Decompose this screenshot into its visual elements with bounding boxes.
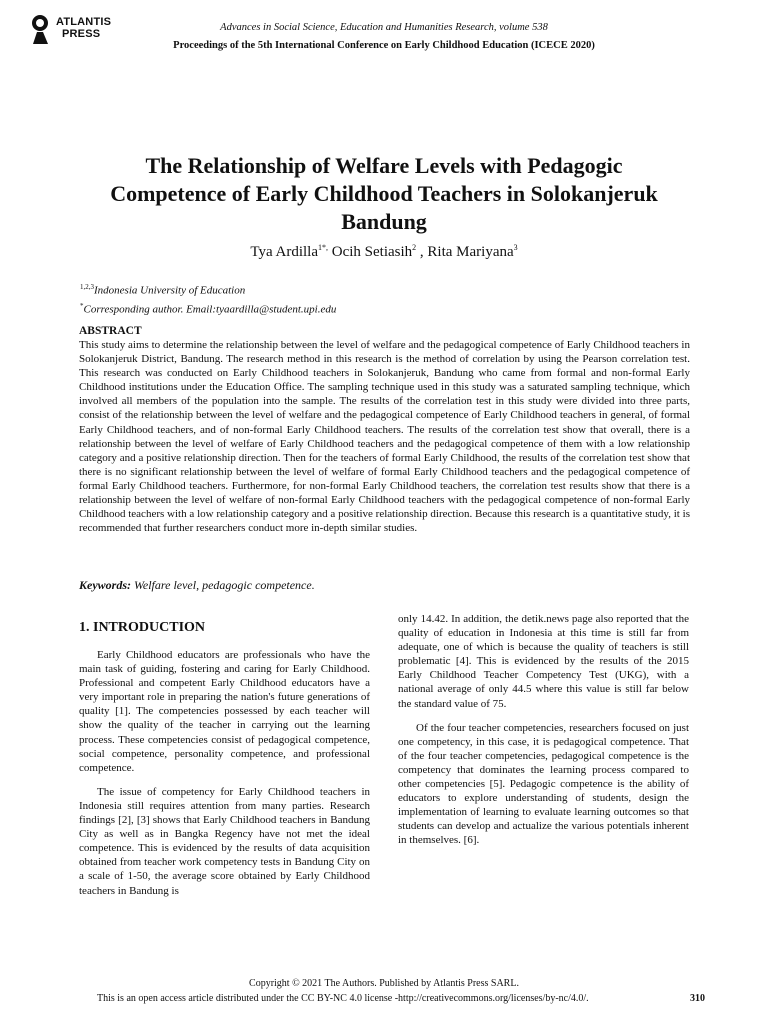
page-number: 310 [690,993,705,1004]
right-column [398,612,689,848]
paragraph: only 14.42. In addition, the detik.news page also reported that the quality of education in Indonesia at this time is still far from adequate, one of which is because the quality of teachers is still problematic [4]. This is evidenced by the results of the 2015 Early Childhood Teacher Competency Test (UKG), with a national average of only 44.5 where this value is still far below the standard value of 75. [398,613,689,710]
keywords-label: Keywords: [79,578,131,592]
author-3-sup: 3 [513,243,518,252]
paragraph: The issue of competency for Early Childhood teachers in Indonesia still requires attention from many parties. Research findings [2], [3] shows that Early Childhood teachers in Bandung City as well as in Bangka Regency have not met the ideal competence. This is evidenced by the results of data acquisition obtained from teacher work competency tests in Bandung City on a scale of 1-50, the average score obtained by Early Childhood teachers in Bandung is [79,785,370,897]
keywords-text: Welfare level, pedagogic competence. [134,578,315,592]
author-2: Ocih Setiasih [331,244,413,260]
logo-line2: PRESS [62,28,101,40]
author-1: Tya Ardilla [250,244,319,260]
logo-line1: ATLANTIS [56,16,112,28]
journal-header: Advances in Social Science, Education and Humanities Research, volume 538 [220,22,548,33]
paragraph: Of the four teacher competencies, researchers focused on just one competency, in this case, it is pedagogical competence. That of the four teacher competencies, pedagogical competence is the competency that dominates the learning process compared to other competencies [5]. Pedagogic competence is the ability of educators to explore understanding of students, design the implementation of learning to evaluate learning outcomes so that students can develop and actualize the various potentials inherent in themselves. [6]. [398,721,689,847]
keywords [79,578,315,593]
abstract-text: This study aims to determine the relationship between the level of welfare and the pedagogical competence of Early Childhood teachers in Solokanjeruk District, Bandung. The research method in this research is the method of correlation by using the Pearson correlation test. This research was conducted on Early Childhood teachers in Solokanjeruk, Bandung who came from formal and non-formal Early Childhood institutions under the Education Office. The sampling technique used in this study was a saturated sampling technique, which involved all members of the population into the sample. The results of the correlation test in this study were divided into three parts, consist of the relationship between the level of welfare and the pedagogical competence of Early Childhood teachers in general, of formal Early Childhood teachers, and of non-formal Early Childhood teachers. The results of the correlation test show that overall, there is a relationship between the level of welfare of Early Childhood teachers and the pedagogical competence of them with a low relationship category and a positive relationship direction. Then for the teachers of formal Early Childhood, the results of the correlation test show that there is no significant relationship between the level of welfare of formal Early Childhood teachers and the pedagogical competence of formal Early Childhood teachers. Furthermore, for non-formal Early Childhood teachers, the correlation test results show that there is a relationship between the level of welfare of non-formal Early Childhood teachers with the pedagogical competence of non-formal Early Childhood teachers with a low relationship category and a positive relationship direction. Because this research is a quantitative study, it is recommended that further researchers conduct more in-depth similar studies. [79,339,690,535]
affil-sup: 1,2,3 [80,283,94,291]
abstract-heading: ABSTRACT [79,325,142,337]
author-1-sup: 1*, [318,243,329,252]
corresponding-author: Corresponding author. Email:tyaardilla@student.upi.edu [83,303,337,316]
license-notice: This is an open access article distributed under the CC BY-NC 4.0 license -http://creativecommons.org/licenses/by-nc/4.0/. [97,993,589,1004]
paper-title: The Relationship of Welfare Levels with Pedagogic Competence of Early Childhood Teachers in Solokanjeruk Bandung [110,153,658,234]
section-heading: 1. INTRODUCTION [79,620,206,635]
left-column [79,648,370,898]
affiliations [80,280,336,317]
publisher-logo [28,14,128,46]
proceedings-header: Proceedings of the 5th International Conference on Early Childhood Education (ICECE 2020) [173,40,595,51]
author-list: Tya Ardilla$^{1*,}$ Ocih Setiasih$^2$ , Rita Mariyana$^3$ [250,243,518,260]
copyright-notice: Copyright © 2021 The Authors. Published by Atlantis Press SARL. [249,978,519,989]
corr-sup: * [80,301,84,310]
logo-text [56,16,111,40]
author-3: Rita Mariyana [427,244,514,260]
author-2-sup: 2 [412,243,417,252]
affil-text: Indonesia University of Education [94,284,246,297]
paragraph: Early Childhood educators are professionals who have the main task of guiding, fostering and caring for Early Childhood. Professional and competent Early Childhood educators have a very important role in preparing the nation's future generations of quality [1]. The competencies possessed by each teacher will show the quality of the teacher in carrying out the learning process. These competencies consist of pedagogical competence, social competence, personality competence, and professional competence. [79,649,370,774]
atlas-figure-icon [28,14,54,44]
